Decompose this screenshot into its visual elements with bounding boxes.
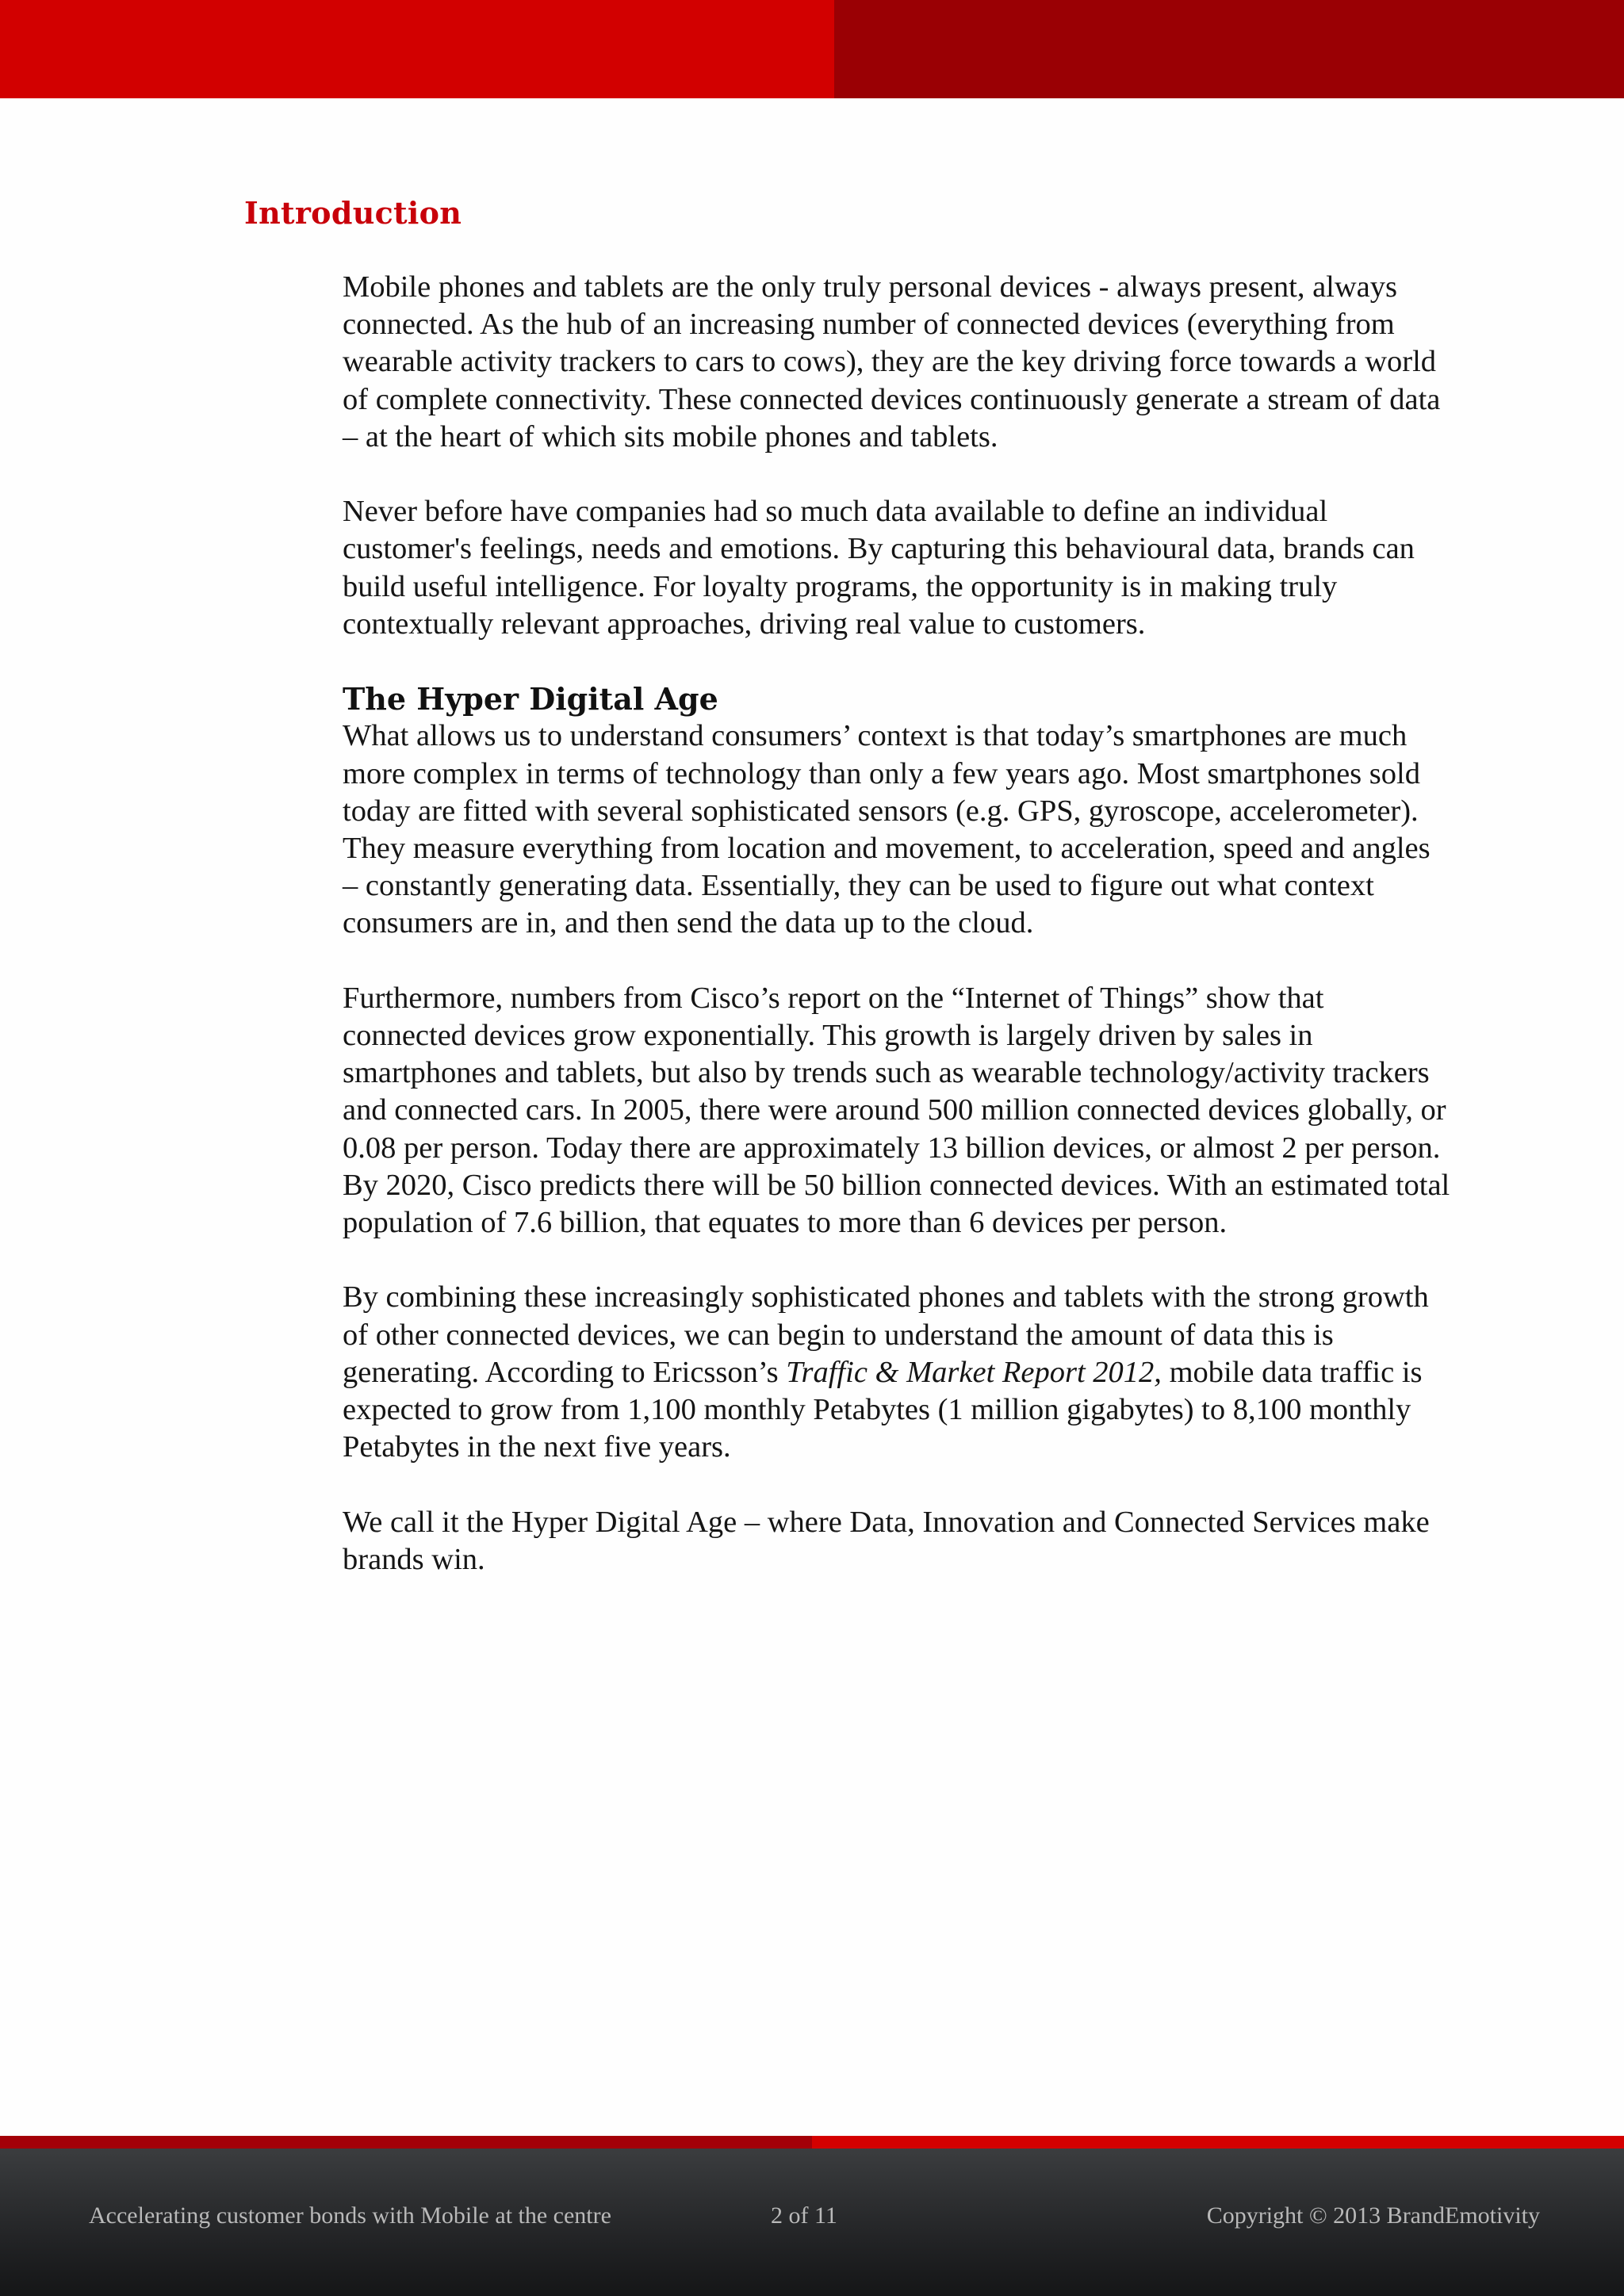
paragraph-2: Never before have companies had so much data available to define an individual customer's feelings, needs and emotions. By capturing this behavioural data, brands can build useful intelligence. For loyalty programs, the opportunity is in making truly contextually relevant approaches, driving real value to customers. bbox=[343, 495, 1415, 641]
paragraph-5-text-a: By combining these increasingly sophisticated phones and tablets with the strong growth of other connected devices, we can begin to understand the amount of data this is generating. According to Ericsson’s bbox=[343, 1280, 1429, 1389]
paragraph-3: What allows us to understand consumers’ context is that today’s smartphones are much more complex in terms of technology than only a few years ago. Most smartphones sold today are fitted with several sophisticated sensors (e.g. GPS, gyroscope, accelerometer). They measure everything from location and movement, to acceleration, speed and angles – constantly generating data. Essentially, they can be used to figure out what context consumers are in, and then send the data up to the cloud. bbox=[343, 719, 1431, 940]
footer-tagline: Accelerating customer bonds with Mobile at the centre bbox=[89, 2202, 611, 2229]
header-band-left bbox=[0, 0, 834, 98]
section-title: Introduction bbox=[244, 195, 462, 231]
footer bbox=[0, 2149, 1624, 2296]
paragraph-4: Furthermore, numbers from Cisco’s report on the “Internet of Things” show that connected devices grow exponentially. This growth is largely driven by sales in smartphones and tablets, but also by trends such as wearable technology/activity trackers and connected cars. In 2005, there were around 500 million connected devices globally, or 0.08 per person. Today there are approximately 13 billion devices, or almost 2 per person. By 2020, Cisco predicts there will be 50 billion connected devices. With an estimated total population of 7.6 billion, that equates to more than 6 devices per person. bbox=[343, 981, 1450, 1240]
paragraph-6: We call it the Hyper Digital Age – where Data, Innovation and Connected Services make brands win. bbox=[343, 1505, 1430, 1576]
header-band bbox=[0, 0, 1624, 98]
subheading: The Hyper Digital Age bbox=[343, 681, 718, 718]
paragraph-5 bbox=[343, 1279, 1453, 1466]
report-title: Traffic & Market Report 2012, bbox=[786, 1355, 1162, 1389]
paragraph-5-text-b: mobile data traffic is expected to grow from 1,100 monthly Petabytes (1 million gigabytes) to 8,100 monthly Petabytes in the next five years. bbox=[343, 1355, 1423, 1464]
header-band-right bbox=[834, 0, 1624, 98]
footer-band bbox=[0, 2136, 1624, 2149]
footer-band-right bbox=[812, 2136, 1624, 2149]
copyright: Copyright © 2013 BrandEmotivity bbox=[1206, 2202, 1540, 2229]
paragraph-1: Mobile phones and tablets are the only truly personal devices - always present, always connected. As the hub of an increasing number of connected devices (everything from wearable activity trackers to cars to cows), they are the key driving force towards a world of complete connectivity. These connected devices continuously generate a stream of data – at the heart of which sits mobile phones and tablets. bbox=[343, 270, 1441, 453]
body-text bbox=[343, 269, 1453, 1616]
footer-band-left bbox=[0, 2136, 812, 2149]
page-number: 2 of 11 bbox=[771, 2202, 837, 2229]
